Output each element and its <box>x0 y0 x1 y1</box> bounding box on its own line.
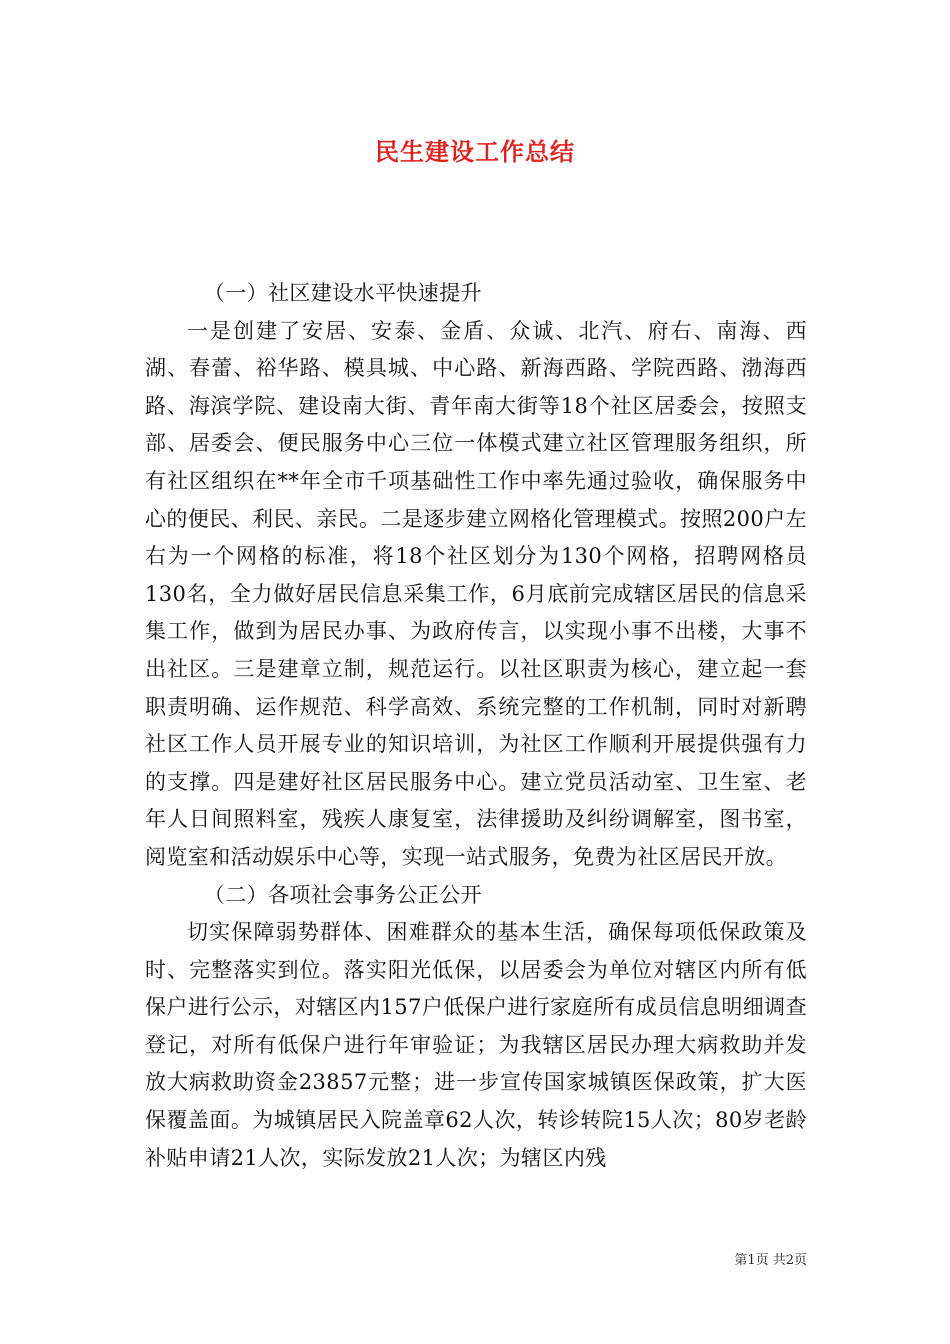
section-heading-2: （二）各项社会事务公正公开 <box>203 882 482 907</box>
section-heading-1: （一）社区建设水平快速提升 <box>203 281 482 305</box>
document-title: 民生建设工作总结 <box>375 137 575 166</box>
page-number: 第1页 共2页 <box>734 1253 807 1268</box>
document-body <box>145 275 807 1177</box>
section-paragraph-2: 切实保障弱势群体、困难群众的基本生活，确保每项低保政策及时、完整落实到位。落实阳光低保，以居委会为单位对辖区内所有低保户进行公示，对辖区内157户低保户进行家庭所有成员信息明细调查登记，对所有低保户进行年审验证；为我辖区居民办理大病救助并发放大病救助资金23857元整；进一步宣传国家城镇医保政策，扩大医保覆盖面。为城镇居民入院盖章62人次，转诊转院15人次；80岁老龄补贴申请21人次，实际发放21人次；为辖区内残 <box>145 920 807 1170</box>
section-paragraph-1: 一是创建了安居、安泰、金盾、众诚、北汽、府右、南海、西湖、春蕾、裕华路、模具城、中心路、新海西路、学院西路、渤海西路、海滨学院、建设南大街、青年南大街等18个社区居委会，按照支部、居委会、便民服务中心三位一体模式建立社区管理服务组织，所有社区组织在**年全市千项基础性工作中率先通过验收，确保服务中心的便民、利民、亲民。二是逐步建立网格化管理模式。按照200户左右为一个网格的标准，将18个社区划分为130个网格，招聘网格员130名，全力做好居民信息采集工作，6月底前完成辖区居民的信息采集工作，做到为居民办事、为政府传言，以实现小事不出楼，大事不出社区。三是建章立制，规范运行。以社区职责为核心，建立起一套职责明确、运作规范、科学高效、系统完整的工作机制，同时对新聘社区工作人员开展专业的知识培训，为社区工作顺利开展提供强有力的支撑。四是建好社区居民服务中心。建立党员活动室、卫生室、老年人日间照料室，残疾人康复室，法律援助及纠纷调解室，图书室，阅览室和活动娱乐中心等，实现一站式服务，免费为社区居民开放。 <box>145 318 807 869</box>
